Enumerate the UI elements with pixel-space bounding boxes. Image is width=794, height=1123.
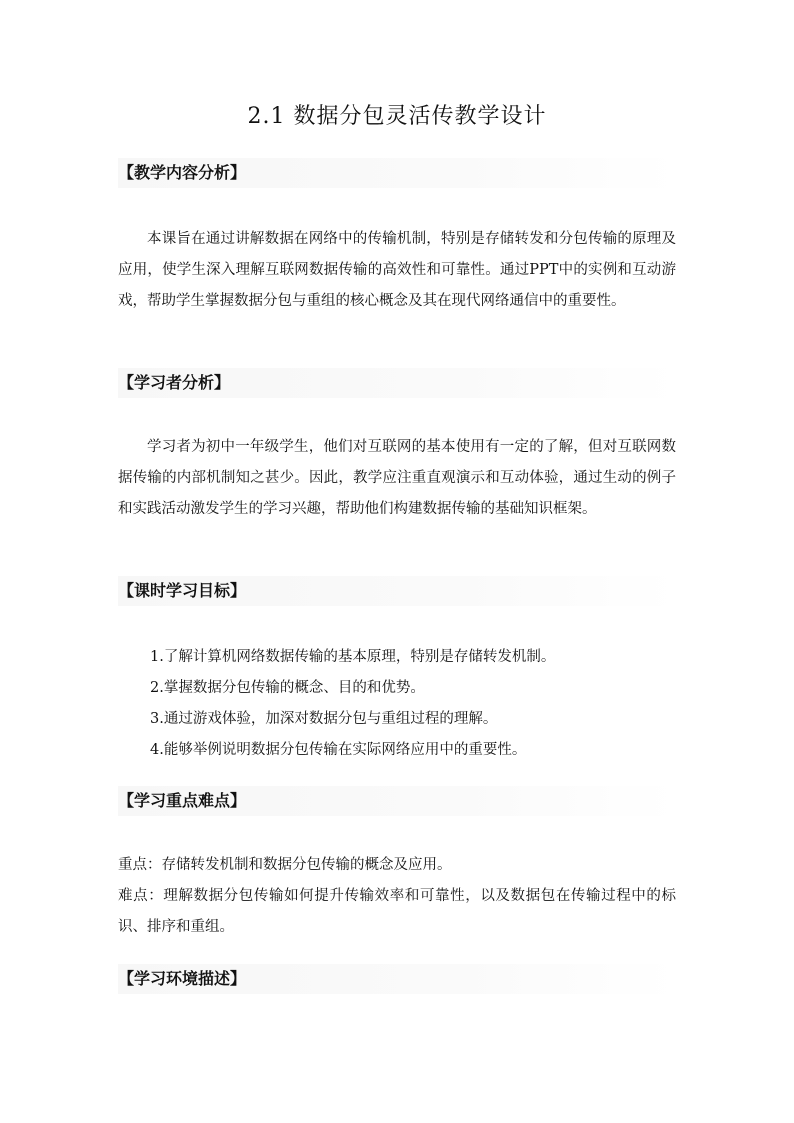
section-heading-objectives: 【课时学习目标】 <box>118 581 247 600</box>
section-heading-key-points: 【学习重点难点】 <box>118 791 247 810</box>
section-heading-environment: 【学习环境描述】 <box>118 969 247 988</box>
section-heading-content-analysis: 【教学内容分析】 <box>118 163 247 182</box>
objectives-list <box>150 642 670 766</box>
key-points-difficulty: 难点：理解数据分包传输如何提升传输效率和可靠性，以及数据包在传输过程中的标识、排序和重组。 <box>118 888 676 935</box>
objective-item: 3.通过游戏体验，加深对数据分包与重组过程的理解。 <box>150 711 498 727</box>
key-points-focus: 重点：存储转发机制和数据分包传输的概念及应用。 <box>118 857 452 873</box>
objective-item: 1.了解计算机网络数据传输的基本原理，特别是存储转发机制。 <box>150 649 556 665</box>
section-heading-learner-analysis: 【学习者分析】 <box>118 373 231 392</box>
learner-analysis-paragraph: 学习者为初中一年级学生，他们对互联网的基本使用有一定的了解，但对互联网数据传输的内部机制知之甚少。因此，教学应注重直观演示和互动体验，通过生动的例子和实践活动激发学生的学习兴趣，帮助他们构建数据传输的基础知识框架。 <box>118 439 676 517</box>
objective-item: 4.能够举例说明数据分包传输在实际网络应用中的重要性。 <box>150 742 527 758</box>
document-title: 2.1 数据分包灵活传教学设计 <box>247 104 547 129</box>
objective-item: 2.掌握数据分包传输的概念、目的和优势。 <box>150 680 425 696</box>
content-analysis-paragraph: 本课旨在通过讲解数据在网络中的传输机制，特别是存储转发和分包传输的原理及应用，使学生深入理解互联网数据传输的高效性和可靠性。通过PPT中的实例和互动游戏，帮助学生掌握数据分包与重组的核心概念及其在现代网络通信中的重要性。 <box>118 231 676 309</box>
